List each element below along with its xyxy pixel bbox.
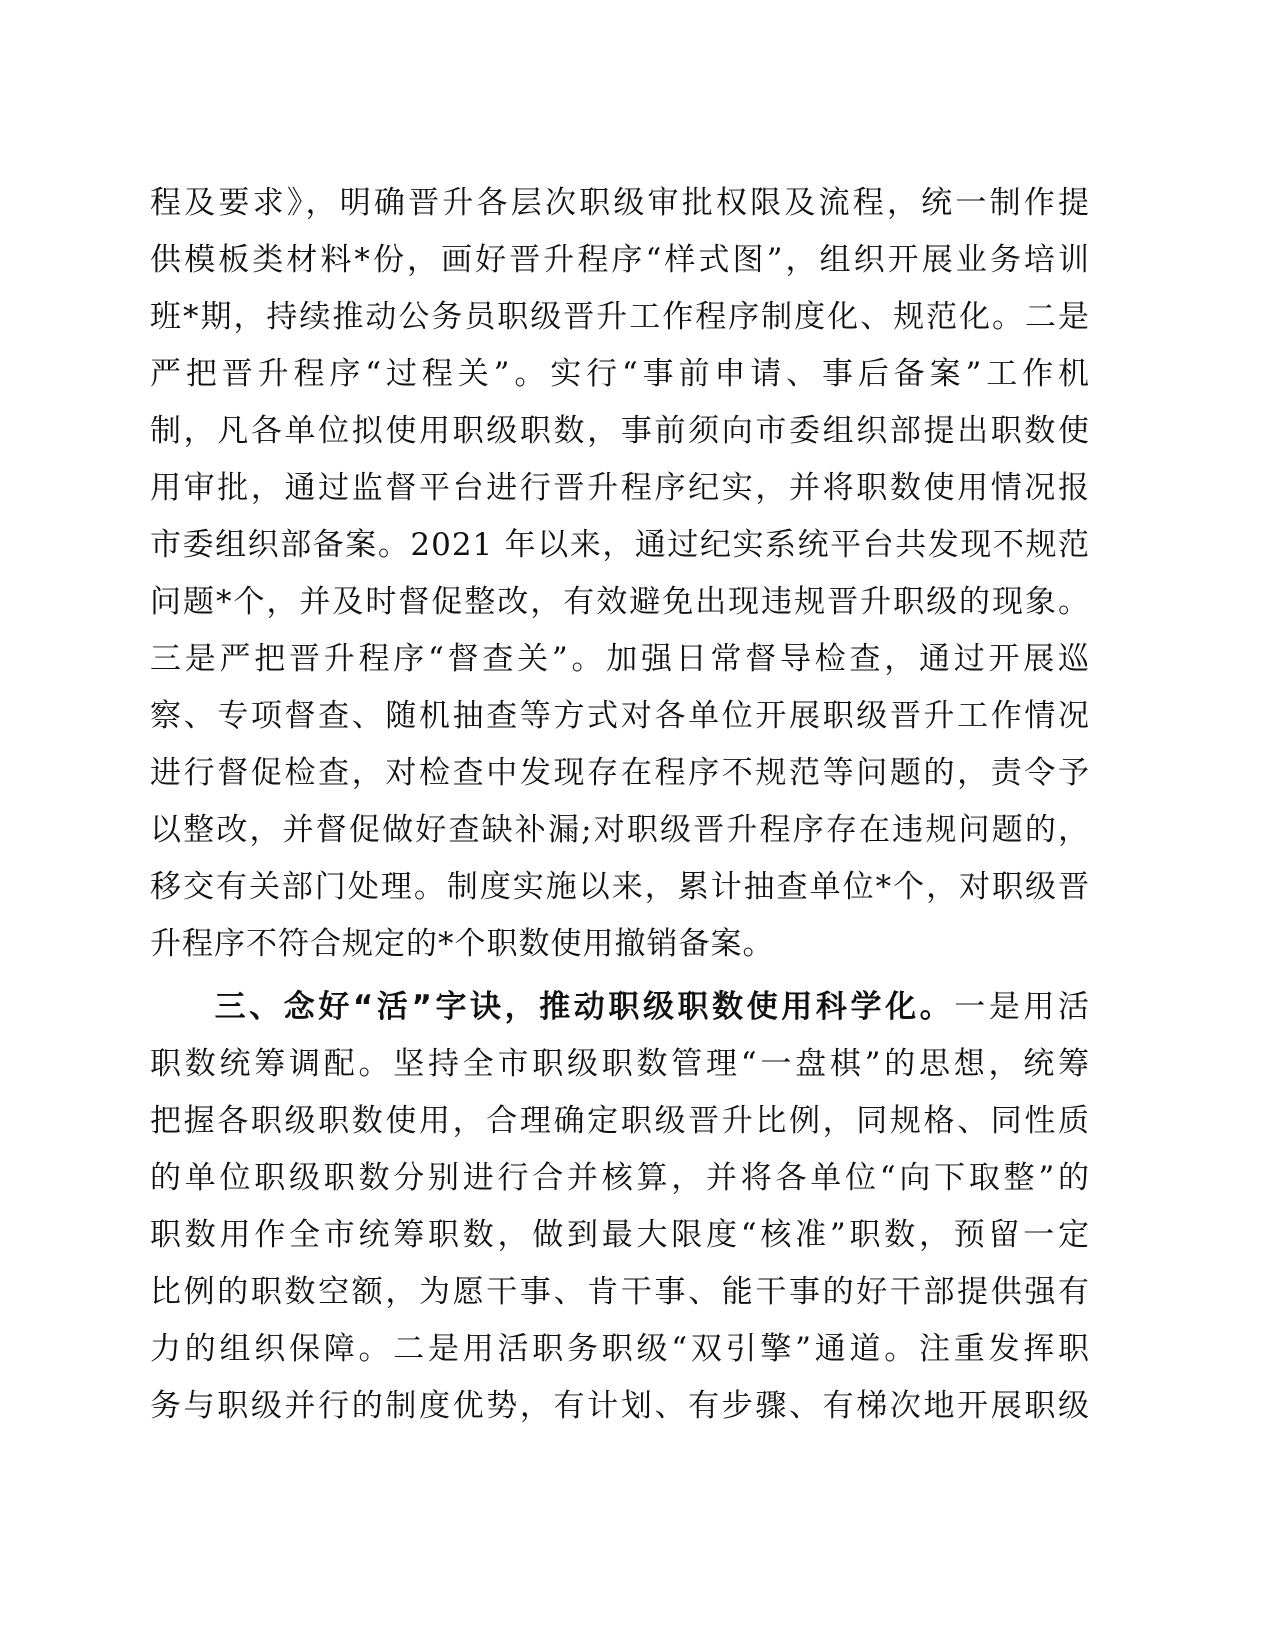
paragraph-2 — [150, 979, 1090, 1435]
text-line: 移交有关部门处理。制度实施以来，累计抽查单位*个，对职级晋 — [150, 869, 1090, 905]
text-line: 职数统筹调配。坚持全市职级职数管理“一盘棋”的思想，统筹 — [150, 1046, 1090, 1082]
text-line: 严把晋升程序“过程关”。实行“事前申请、事后备案”工作机 — [150, 356, 1090, 392]
text-line: 程及要求》，明确晋升各层次职级审批权限及流程，统一制作提 — [150, 185, 1090, 221]
text-line: 问题*个，并及时督促整改，有效避免出现违规晋升职级的现象。 — [150, 584, 1090, 620]
text-line: 供模板类材料*份，画好晋升程序“样式图”，组织开展业务培训 — [150, 242, 1090, 278]
text-line: 制，凡各单位拟使用职级职数，事前须向市委组织部提出职数使 — [150, 413, 1090, 449]
text-line: 三是严把晋升程序“督查关”。加强日常督导检查，通过开展巡 — [150, 641, 1090, 677]
text-line: 的单位职级职数分别进行合并核算，并将各单位“向下取整”的 — [150, 1160, 1090, 1196]
text-line: 用审批，通过监督平台进行晋升程序纪实，并将职数使用情况报 — [150, 470, 1090, 506]
section-heading: 三、念好“活”字诀，推动职级职数使用科学化。 — [212, 989, 955, 1025]
body-text — [150, 175, 1090, 1435]
text-line: 比例的职数空额，为愿干事、肯干事、能干事的好干部提供强有 — [150, 1274, 1090, 1310]
text-line: 力的组织保障。二是用活职务职级“双引擎”通道。注重发挥职 — [150, 1331, 1090, 1367]
paragraph-1 — [150, 175, 1090, 973]
text-line: 察、专项督查、随机抽查等方式对各单位开展职级晋升工作情况 — [150, 698, 1090, 734]
text-line: 市委组织部备案。2021 年以来，通过纪实系统平台共发现不规范 — [150, 527, 1090, 563]
text-line: 升程序不符合规定的*个职数使用撤销备案。 — [150, 926, 775, 962]
text-line: 务与职级并行的制度优势，有计划、有步骤、有梯次地开展职级 — [150, 1388, 1090, 1424]
text-line: 班*期，持续推动公务员职级晋升工作程序制度化、规范化。二是 — [150, 299, 1090, 335]
text-line: 职数用作全市统筹职数，做到最大限度“核准”职数，预留一定 — [150, 1217, 1090, 1253]
text-line-heading — [150, 979, 1090, 1036]
text-line: 进行督促检查，对检查中发现存在程序不规范等问题的，责令予 — [150, 755, 1090, 791]
text-line: 把握各职级职数使用，合理确定职级晋升比例，同规格、同性质 — [150, 1103, 1090, 1139]
text-line: 以整改，并督促做好查缺补漏;对职级晋升程序存在违规问题的， — [150, 812, 1090, 848]
heading-line-rest: 一是用活 — [954, 989, 1091, 1025]
